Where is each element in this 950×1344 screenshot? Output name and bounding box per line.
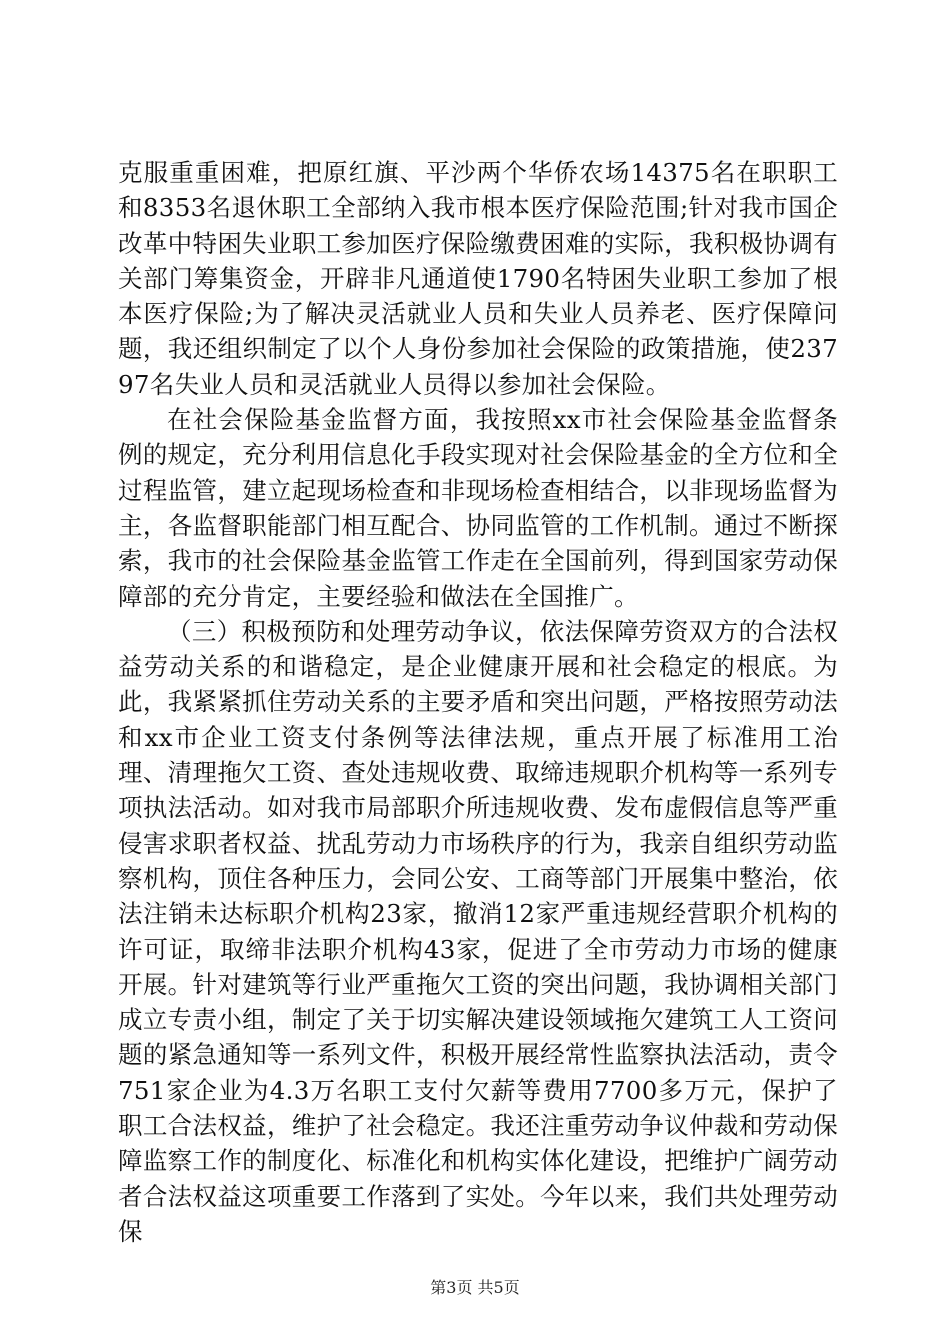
paragraph-continued: 克服重重困难，把原红旗、平沙两个华侨农场14375名在职职工和8353名退休职工全部纳入我市根本医疗保险范围;针对我市国企改革中特困失业职工参加医疗保险缴费困难的实际，我积极协调有关部门筹集资金，开辟非凡通道使1790名特困失业职工参加了根本医疗保险;为了解决灵活就业人员和失业人员养老、医疗保障问题，我还组织制定了以个人身份参加社会保险的政策措施，使23797名失业人员和灵活就业人员得以参加社会保险。 <box>118 158 838 399</box>
page-footer: 第3页 共5页 <box>430 1278 520 1297</box>
paragraph-fund-supervision: 在社会保险基金监督方面，我按照xx市社会保险基金监督条例的规定，充分利用信息化手段实现对社会保险基金的全方位和全过程监管，建立起现场检查和非现场检查相结合，以非现场监督为主，各监督职能部门相互配合、协同监管的工作机制。通过不断探索，我市的社会保险基金监管工作走在全国前列，得到国家劳动保障部的充分肯定，主要经验和做法在全国推广。 <box>118 405 838 611</box>
document-body <box>118 155 838 1249</box>
paragraph-labor-disputes: （三）积极预防和处理劳动争议，依法保障劳资双方的合法权益劳动关系的和谐稳定，是企业健康开展和社会稳定的根底。为此，我紧紧抓住劳动关系的主要矛盾和突出问题，严格按照劳动法和xx市企业工资支付条例等法律法规，重点开展了标准用工治理、清理拖欠工资、查处违规收费、取缔违规职介机构等一系列专项执法活动。如对我市局部职介所违规收费、发布虚假信息等严重侵害求职者权益、扰乱劳动力市场秩序的行为，我亲自组织劳动监察机构，顶住各种压力，会同公安、工商等部门开展集中整治，依法注销未达标职介机构23家，撤消12家严重违规经营职介机构的许可证，取缔非法职介机构43家，促进了全市劳动力市场的健康开展。针对建筑等行业严重拖欠工资的突出问题，我协调相关部门成立专责小组，制定了关于切实解决建设领域拖欠建筑工人工资问题的紧急通知等一系列文件，积极开展经常性监察执法活动，责令751家企业为4.3万名职工支付欠薪等费用7700多万元，保护了职工合法权益，维护了社会稳定。我还注重劳动争议仲裁和劳动保障监察工作的制度化、标准化和机构实体化建设，把维护广阔劳动者合法权益这项重要工作落到了实处。今年以来，我们共处理劳动保 <box>118 616 838 1246</box>
